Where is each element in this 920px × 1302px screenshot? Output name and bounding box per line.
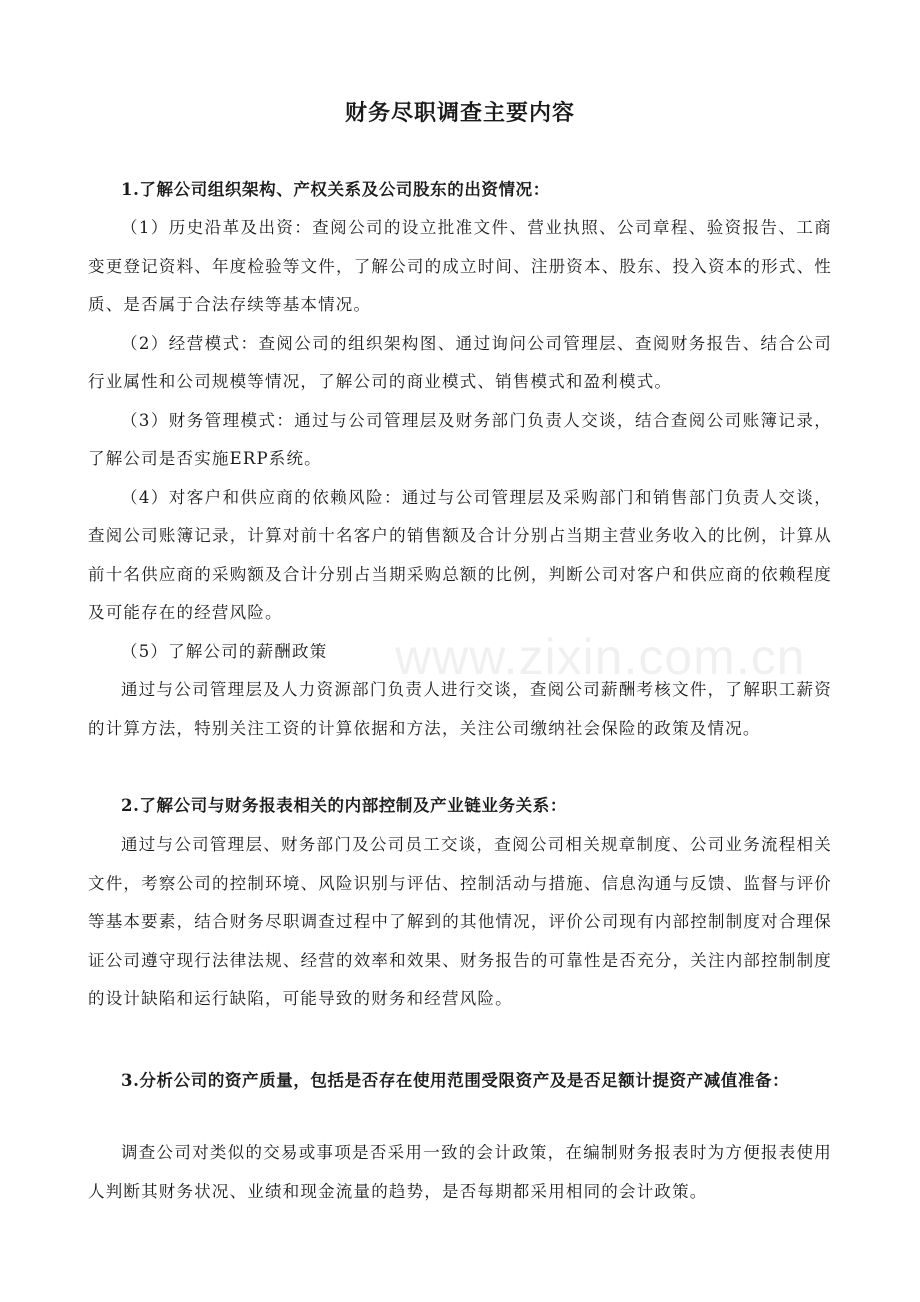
paragraph: 调查公司对类似的交易或事项是否采用一致的会计政策，在编制财务报表时为方便报表使用人判断其财务状况、业绩和现金流量的趋势，是否每期都采用相同的会计政策。 <box>88 1143 832 1201</box>
paragraph: （2）经营模式：查阅公司的组织架构图、通过询问公司管理层、查阅财务报告、结合公司行业属性和公司规模等情况，了解公司的商业模式、销售模式和盈利模式。 <box>88 333 832 391</box>
section-3-heading: 3.分析公司的资产质量，包括是否存在使用范围受限资产及是否足额计提资产减值准备： <box>121 1071 790 1090</box>
paragraph: （3）财务管理模式：通过与公司管理层及财务部门负责人交谈，结合查阅公司账簿记录，了解公司是否实施ERP系统。 <box>88 410 832 468</box>
paragraph: （1）历史沿革及出资：查阅公司的设立批准文件、营业执照、公司章程、验资报告、工商变更登记资料、年度检验等文件，了解公司的成立时间、注册资本、股东、投入资本的形式、性质、是否属于合法存续等基本情况。 <box>88 218 832 314</box>
section-2-body <box>88 826 832 1019</box>
paragraph: （4）对客户和供应商的依赖风险：通过与公司管理层及采购部门和销售部门负责人交谈，查阅公司账簿记录，计算对前十名客户的销售额及合计分别占当期主营业务收入的比例，计算从前十名供应商的采购额及合计分别占当期采购总额的比例，判断公司对客户和供应商的依赖程度及可能存在的经营风险。 <box>88 487 832 622</box>
section-2-heading: 2.了解公司与财务报表相关的内部控制及产业链业务关系： <box>121 796 567 815</box>
watermark-text: www.zixin.com.cn <box>395 629 806 685</box>
section-1-body <box>88 209 832 748</box>
section-3-body <box>88 1134 832 1211</box>
paragraph: （5）了解公司的薪酬政策 <box>121 641 328 661</box>
paragraph: 通过与公司管理层及人力资源部门负责人进行交谈，查阅公司薪酬考核文件，了解职工薪资的计算方法，特别关注工资的计算依据和方法，关注公司缴纳社会保险的政策及情况。 <box>88 680 832 738</box>
section-1-heading: 1.了解公司组织架构、产权关系及公司股东的出资情况： <box>121 180 550 199</box>
page-title: 财务尽职调查主要内容 <box>344 100 575 126</box>
paragraph: 通过与公司管理层、财务部门及公司员工交谈，查阅公司相关规章制度、公司业务流程相关文件，考察公司的控制环境、风险识别与评估、控制活动与措施、信息沟通与反馈、监督与评价等基本要素，结合财务尽职调查过程中了解到的其他情况，评价公司现有内部控制制度对合理保证公司遵守现行法律法规、经营的效率和效果、财务报告的可靠性是否充分，关注内部控制制度的设计缺陷和运行缺陷，可能导致的财务和经营风险。 <box>88 835 832 1008</box>
